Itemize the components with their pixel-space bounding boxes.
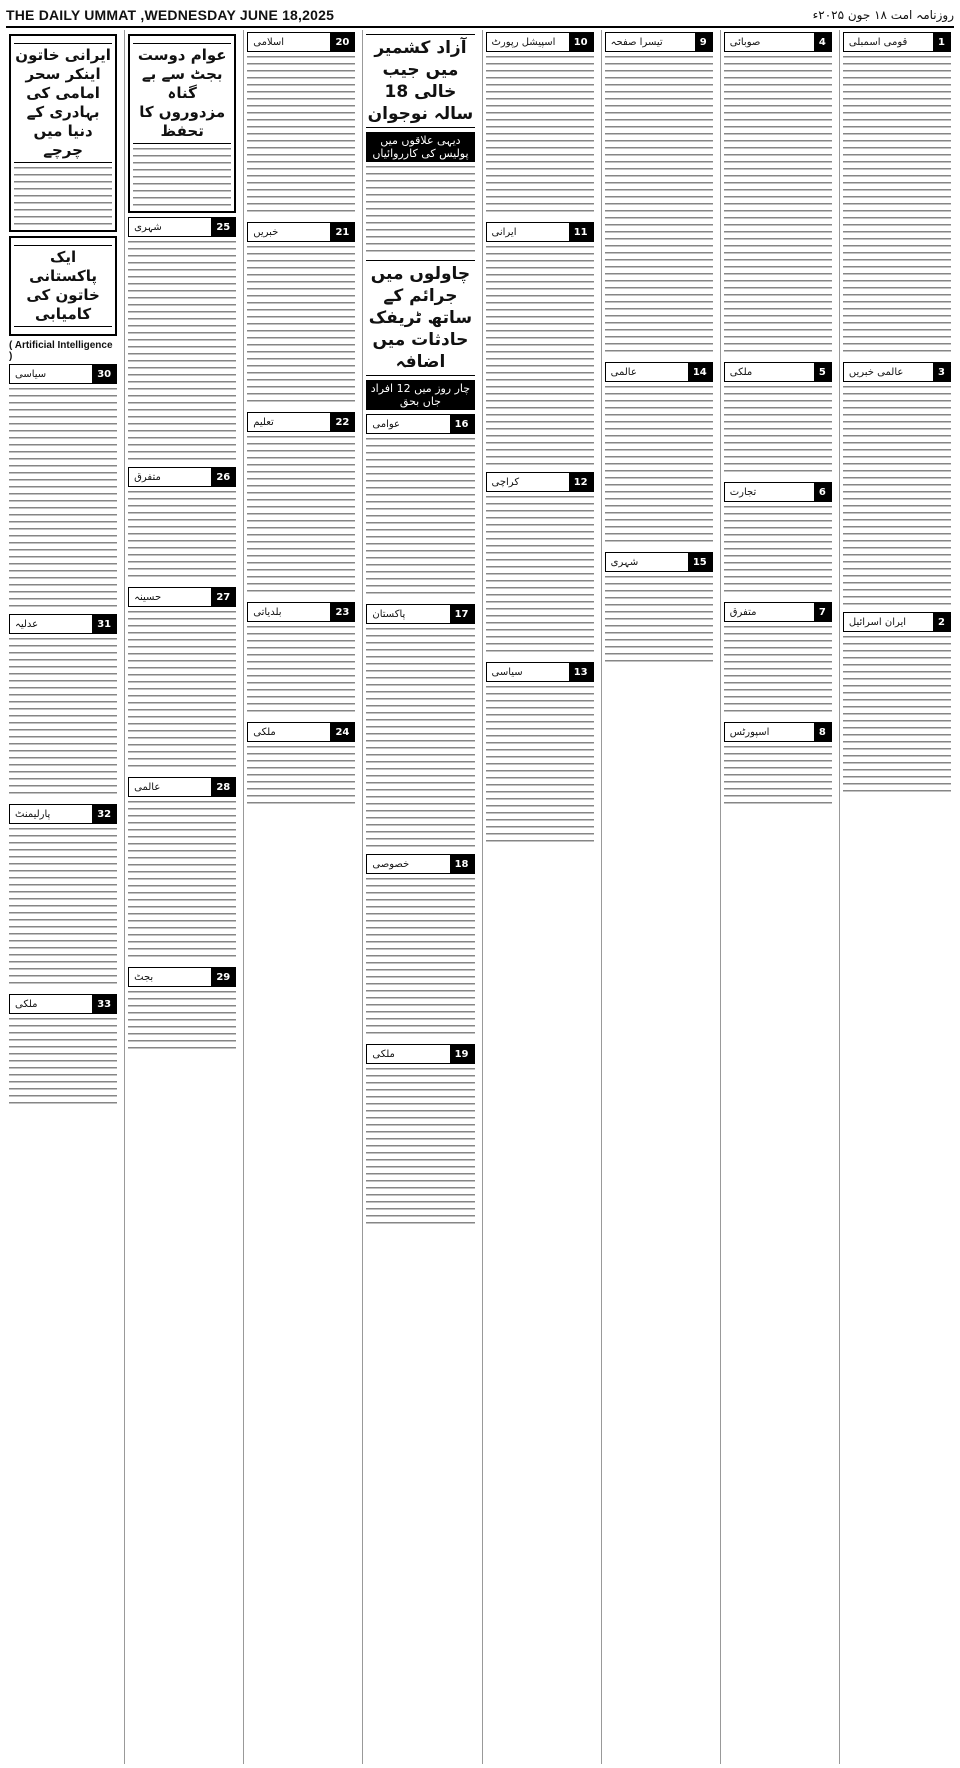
section-tag [247, 32, 355, 52]
section-topic: اسپیشل رپورٹ [491, 36, 556, 48]
article-text [128, 801, 236, 961]
article-text [9, 388, 117, 608]
article-text [366, 628, 474, 848]
section-number: 21 [330, 223, 354, 241]
article-text [605, 56, 713, 356]
article-text [486, 686, 594, 846]
section-topic: بجٹ [134, 971, 154, 983]
section-number: 3 [933, 363, 950, 381]
section-topic: صوبائی [729, 36, 761, 48]
article-text [843, 386, 951, 606]
section-topic: تیسرا صفحہ [610, 36, 663, 48]
section-tag [9, 804, 117, 824]
section-number: 9 [695, 33, 712, 51]
news-block [724, 362, 832, 476]
section-tag [247, 602, 355, 622]
section-tag [247, 222, 355, 242]
section-topic: حسینہ [134, 591, 162, 603]
section-tag [128, 967, 236, 987]
section-number: 29 [211, 968, 235, 986]
article-text [366, 878, 474, 1038]
section-topic: عوامی [372, 418, 400, 430]
article-text [605, 386, 713, 546]
article-text [247, 746, 355, 806]
article-text [247, 626, 355, 716]
ai-label: ( Artificial Intelligence ) [9, 340, 113, 362]
section-topic: ملکی [729, 366, 753, 378]
section-topic: ملکی [372, 1048, 395, 1060]
section-number: 26 [211, 468, 235, 486]
section-topic: اسلامی [253, 36, 285, 48]
section-tag [486, 472, 594, 492]
section-topic: قومی اسمبلی [848, 36, 908, 48]
masthead-urdu: روزنامہ امت ۱۸ جون ۲۰۲۵ء [812, 8, 954, 22]
section-number: 14 [688, 363, 712, 381]
section-tag [605, 32, 713, 52]
section-number: 2 [933, 613, 950, 631]
section-tag [724, 32, 832, 52]
section-topic: عالمی خبریں [848, 366, 904, 378]
section-topic: کراچی [491, 476, 520, 488]
section-number: 15 [688, 553, 712, 571]
news-block [724, 32, 832, 356]
column-6 [243, 30, 358, 1764]
article-text [724, 56, 832, 356]
section-tag [128, 217, 236, 237]
news-block [247, 412, 355, 596]
article-text [486, 496, 594, 656]
section-tag [128, 467, 236, 487]
news-block [247, 602, 355, 716]
section-number: 20 [330, 33, 354, 51]
headline-anchor: ایرانی خاتون اینکر سحر امامی کی بہادری کے دنیا میں چرچے [14, 43, 112, 163]
section-number: 10 [569, 33, 593, 51]
article-text [128, 491, 236, 581]
headline-box-woman [9, 236, 117, 336]
masthead-english: THE DAILY UMMAT ,WEDNESDAY JUNE 18,2025 [6, 7, 335, 23]
section-number: 33 [92, 995, 116, 1013]
section-tag [247, 722, 355, 742]
section-topic: سیاسی [15, 368, 47, 380]
section-number: 31 [92, 615, 116, 633]
section-topic: متفرق [134, 471, 161, 483]
masthead [6, 4, 954, 28]
section-tag [486, 662, 594, 682]
section-topic: عدلیہ [15, 618, 39, 630]
news-block [247, 32, 355, 216]
section-tag [724, 362, 832, 382]
article-text [247, 436, 355, 596]
news-block [9, 994, 117, 1108]
news-block [9, 364, 117, 608]
news-block [128, 967, 236, 1051]
headline-budget: عوام دوست بجٹ سے بے گناہ مزدوروں کا تحفظ [133, 43, 231, 144]
news-block [843, 362, 951, 606]
news-block [486, 662, 594, 846]
section-number: 19 [450, 1045, 474, 1063]
article-text [724, 626, 832, 716]
article-text [133, 148, 231, 208]
news-block [247, 722, 355, 806]
section-number: 7 [814, 603, 831, 621]
section-topic: بلدیاتی [253, 606, 282, 618]
section-tag [486, 32, 594, 52]
section-tag [486, 222, 594, 242]
news-block [366, 414, 474, 598]
section-tag [724, 722, 832, 742]
article-text [724, 386, 832, 476]
column-5 [362, 30, 477, 1764]
news-block [486, 472, 594, 656]
article-text [128, 241, 236, 461]
news-block [724, 722, 832, 806]
section-topic: سیاسی [491, 666, 523, 678]
section-topic: تعلیم [253, 416, 274, 428]
news-block [128, 217, 236, 461]
section-tag [605, 552, 713, 572]
article-text [486, 246, 594, 466]
article-text [843, 636, 951, 796]
article-text [128, 611, 236, 771]
news-block [486, 32, 594, 216]
section-number: 11 [569, 223, 593, 241]
section-number: 12 [569, 473, 593, 491]
news-block [366, 1044, 474, 1228]
news-block [128, 467, 236, 581]
section-topic: شہری [134, 221, 162, 233]
news-block [843, 32, 951, 356]
section-number: 18 [450, 855, 474, 873]
news-block [724, 482, 832, 596]
column-7 [124, 30, 239, 1764]
column-3 [601, 30, 716, 1764]
article-text [247, 56, 355, 216]
section-number: 5 [814, 363, 831, 381]
news-block [605, 32, 713, 356]
section-topic: پارلیمنٹ [15, 808, 51, 820]
headline-traffic-sub: چار روز میں 12 افراد جاں بحق [366, 380, 474, 410]
section-tag [843, 612, 951, 632]
section-topic: خبریں [253, 226, 279, 238]
section-number: 28 [211, 778, 235, 796]
section-tag [366, 854, 474, 874]
article-text [247, 246, 355, 406]
news-block [366, 604, 474, 848]
section-topic: اسپورٹس [729, 726, 770, 738]
section-tag [9, 614, 117, 634]
article-text [366, 438, 474, 598]
section-tag [128, 777, 236, 797]
section-tag [247, 412, 355, 432]
section-topic: تجارت [729, 486, 757, 498]
headline-box-anchor [9, 34, 117, 232]
section-number: 1 [933, 33, 950, 51]
news-block [605, 362, 713, 546]
section-number: 4 [814, 33, 831, 51]
section-number: 6 [814, 483, 831, 501]
column-2 [720, 30, 835, 1764]
article-text [9, 1018, 117, 1108]
section-number: 8 [814, 723, 831, 741]
section-tag [366, 414, 474, 434]
headline-box-budget [128, 34, 236, 213]
section-tag [724, 602, 832, 622]
news-block [9, 614, 117, 798]
section-tag [9, 994, 117, 1014]
section-number: 24 [330, 723, 354, 741]
section-number: 25 [211, 218, 235, 236]
article-text [605, 576, 713, 666]
article-text [14, 167, 112, 227]
column-grid [6, 30, 954, 1764]
headline-traffic: چاولوں میں جرائم کے ساتھ ٹریفک حادثات میں اضافہ [366, 260, 474, 376]
section-number: 32 [92, 805, 116, 823]
column-1 [839, 30, 954, 1764]
section-number: 17 [450, 605, 474, 623]
section-tag [9, 364, 117, 384]
news-block [247, 222, 355, 406]
article-text [366, 166, 474, 256]
section-number: 30 [92, 365, 116, 383]
section-tag [128, 587, 236, 607]
section-tag [605, 362, 713, 382]
article-text [366, 1068, 474, 1228]
section-topic: پاکستان [372, 608, 406, 620]
section-tag [366, 604, 474, 624]
section-tag [843, 362, 951, 382]
column-8 [6, 30, 120, 1764]
section-number: 16 [450, 415, 474, 433]
headline-woman: ایک پاکستانی خاتون کی کامیابی [14, 245, 112, 327]
article-text [843, 56, 951, 356]
article-text [724, 746, 832, 806]
section-topic: عالمی [610, 366, 637, 378]
news-block [128, 777, 236, 961]
section-number: 23 [330, 603, 354, 621]
article-text [9, 638, 117, 798]
section-tag [843, 32, 951, 52]
news-block [843, 612, 951, 796]
news-block [9, 804, 117, 988]
news-block [486, 222, 594, 466]
section-topic: ایرانی [491, 226, 517, 238]
article-text [486, 56, 594, 216]
section-topic: متفرق [729, 606, 757, 618]
column-4 [482, 30, 597, 1764]
headline-kashmir-sub: دیہی علاقوں میں پولیس کی کارروائیاں [366, 132, 474, 162]
headline-kashmir: آزاد کشمیر میں جیب خالی 18 سالہ نوجوان [366, 34, 474, 128]
section-topic: ایران اسرائیل [848, 616, 907, 628]
section-number: 27 [211, 588, 235, 606]
news-block [605, 552, 713, 666]
article-text [724, 506, 832, 596]
section-tag [366, 1044, 474, 1064]
section-number: 13 [569, 663, 593, 681]
article-text [9, 828, 117, 988]
section-topic: شہری [610, 556, 639, 568]
section-topic: خصوصی [372, 858, 410, 870]
article-text [128, 991, 236, 1051]
section-topic: ملکی [15, 998, 38, 1010]
news-block [366, 854, 474, 1038]
section-topic: عالمی [134, 781, 161, 793]
section-tag [724, 482, 832, 502]
news-block [724, 602, 832, 716]
section-topic: ملکی [253, 726, 276, 738]
section-number: 22 [330, 413, 354, 431]
news-block [128, 587, 236, 771]
